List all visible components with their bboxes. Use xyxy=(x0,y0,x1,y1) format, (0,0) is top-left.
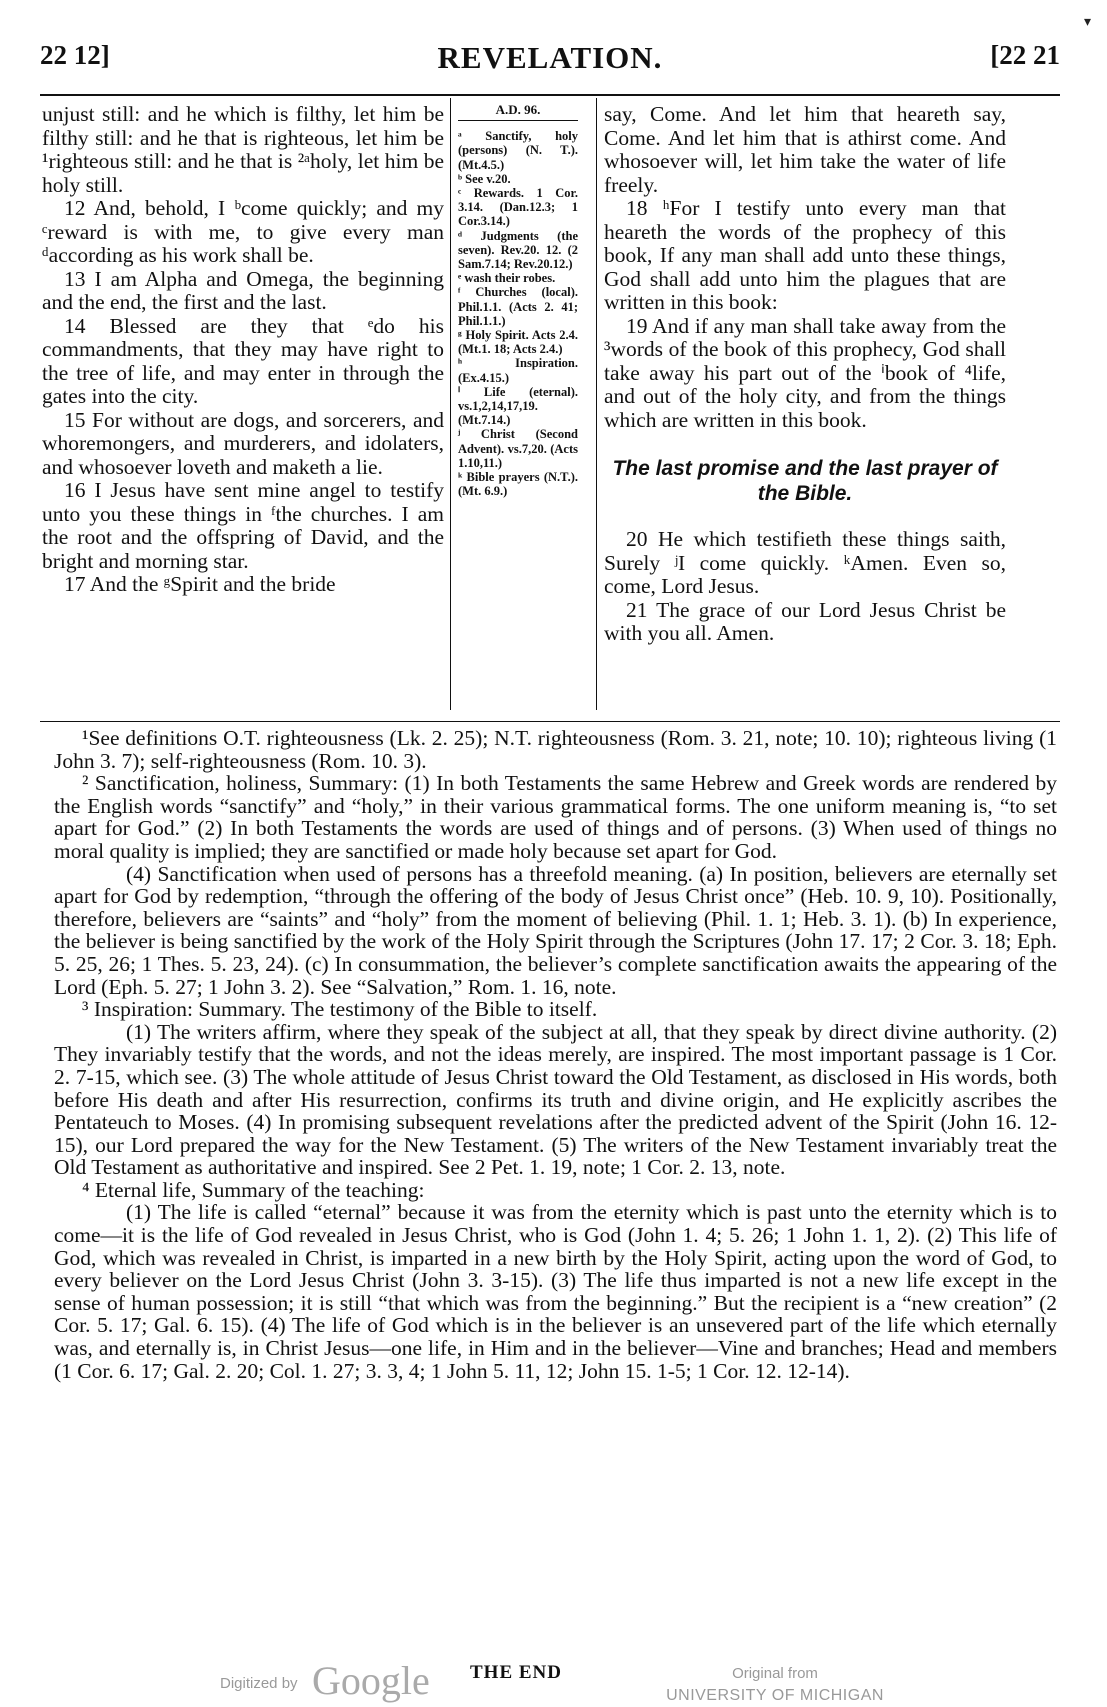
margin-note: ʲ Christ (Second Advent). vs.7,20. (Acts 1.10,11.) xyxy=(458,427,578,470)
verse-21: 21 The grace of our Lord Jesus Christ be with you all. Amen. xyxy=(604,597,1006,645)
margin-references xyxy=(458,103,578,498)
margin-note: ᵍ Holy Spirit. Acts 2.4. (Mt.1. 18; Acts 2.4.) xyxy=(458,328,578,357)
margin-note: ᵇ See v.20. xyxy=(458,171,511,186)
header-rule xyxy=(40,94,1060,96)
verse-text: unjust still: and he which is filthy, let him be filthy still: and he that is righteous, let him be ¹righteous still: and he that is ²ᵃholy, let him be holy still. xyxy=(42,102,444,197)
verse-13: 13 I am Alpha and Omega, the beginning and the end, the first and the last. xyxy=(42,266,444,314)
footnote-3: ³ Inspiration: Summary. The testimony of the Bible to itself. xyxy=(82,997,598,1022)
margin-note: ᶠ Churches (local). Phil.1.1. (Acts 2. 41; Phil.1.1.) xyxy=(458,285,578,328)
digitized-watermark xyxy=(220,1657,480,1701)
verse-15: 15 For without are dogs, and sorcerers, and whoremongers, and murderers, and idolaters, and whosoever loveth and maketh a lie. xyxy=(42,407,444,479)
column-divider-left xyxy=(450,98,451,710)
margin-note: ᵏ Bible prayers (N.T.). (Mt. 6.9.) xyxy=(458,470,578,499)
verse-text: say, Come. And let him that heareth say, Come. And let him that is athirst come. And whosoever will, let him take the water of life freely. xyxy=(604,102,1006,197)
verse-16: 16 I Jesus have sent mine angel to testify unto you these things in ᶠthe churches. I am the root and the offspring of David, and the bright and morning star. xyxy=(42,478,444,573)
margin-note: ⁱ Life (eternal). vs.1,2,14,17,19. (Mt.7.14.) xyxy=(458,384,578,428)
page-title: REVELATION. xyxy=(437,40,663,75)
footnote-3-continued: (1) The writers affirm, where they speak of the subject at all, that they speak by direct divine authority. (2) They invariably testify that the words, and not the ideas merely, are inspired. The most important passage is 1 Cor. 2. 7-15, which see. (3) The whole attitude of Jesus Christ toward the Old Testament, as disclosed in His words, both before His death and after His resurrection, confirms its truth and divine origin, and He explicitly ascribes the Pentateuch to Moses. (4) In promising subsequent revelations after the predicted advent of the Spirit (John 16. 12-15), our Lord prepared the way for the New Testament. (5) The writers of the New Testament invariably treat the Old Testament as authoritative and inspired. See 2 Pet. 1. 19, note; 1 Cor. 2. 13, note. xyxy=(54,1019,1057,1180)
footnote-4: ⁴ Eternal life, Summary of the teaching: xyxy=(82,1177,425,1202)
verse-20: 20 He which testifieth these things saith, Surely ʲI come quickly. ᵏAmen. Even so, come, Lord Jesus. xyxy=(604,527,1006,598)
footnotes xyxy=(54,727,1057,1382)
margin-date: A.D. 96. xyxy=(458,103,578,121)
verse-19: 19 And if any man shall take away from the ³words of the book of this prophecy, God shall take away his part out of the ⁱbook of ⁴life, and out of the holy city, and from the things which are written in this book. xyxy=(604,313,1006,432)
margin-note: ᵈ Judgments (the seven). Rev.20. 12. (2 Sam.7.14; Rev.20.12.) xyxy=(458,228,578,272)
verse-12: 12 And, behold, I ᵇcome quickly; and my ᶜreward is with me, to give every man ᵈaccording as his work shall be. xyxy=(42,196,444,267)
corner-mark: ▾ xyxy=(1083,15,1091,30)
verse-17: 17 And the ᵍSpirit and the bride xyxy=(64,572,336,596)
page-header xyxy=(40,40,1060,84)
header-right-ref: [22 21 xyxy=(990,40,1060,70)
original-from-watermark xyxy=(655,1663,895,1707)
google-logo: Google xyxy=(312,1658,430,1703)
footnote-1: ¹See definitions O.T. righteousness (Lk. 2. 25); N.T. righteousness (Rom. 3. 21, note; 10. 10); righteous living (1 John 3. 7); self-righteousness (Rom. 10. 3). xyxy=(54,726,1057,773)
left-column xyxy=(42,103,444,597)
digitized-by-label: Digitized by xyxy=(220,1675,298,1692)
margin-note: ᶜ Rewards. 1 Cor. 3.14. (Dan.12.3; 1 Cor.3.14.) xyxy=(458,186,578,229)
margin-note: ᵃ Sanctify, holy (persons) (N. T.). (Mt.4.5.) xyxy=(458,129,578,172)
column-divider-right xyxy=(596,98,597,710)
verse-14: 14 Blessed are they that ᵉdo his commandments, that they may have right to the tree of life, and may enter in through the gates into the city. xyxy=(42,313,444,408)
footnote-2-continued: (4) Sanctification when used of persons has a threefold meaning. (a) In position, believers are eternally set apart for God by redemption, “through the offering of the body of Jesus Christ once” (Heb. 10. 9, 10). Positionally, therefore, believers are “saints” and “holy” from the moment of believing (Phil. 1. 1; Heb. 3. 1). (b) In experience, the believer is being sanctified by the work of the Holy Spirit through the Scriptures (John 17. 17; 2 Cor. 3. 18; Eph. 5. 25, 26; 1 Thes. 5. 23, 24). (c) In consummation, the believer’s complete sanctification awaits the appearing of the Lord (Eph. 5. 27; 1 John 3. 2). See “Salvation,” Rom. 1. 16, note. xyxy=(54,861,1057,999)
header-left-ref: 22 12] xyxy=(40,40,110,70)
footnote-4-continued: (1) The life is called “eternal” because it was from the eternity which is past unto the eternity which is to come—it is the life of God revealed in Jesus Christ, who is God (John 1. 4; 5. 26; 1 John 1. 1, 2). (2) This life of God, which was revealed in Christ, is imparted in a new birth by the Holy Spirit, acting upon the word of God, to every believer on the Lord Jesus Christ (John 3. 3-15). (3) The life thus imparted is not a new life except in the sense of human possession; it is still “that which was from the beginning.” But the recipient is a “new creation” (2 Cor. 5. 17; Gal. 6. 15). (4) The life of God which is in the believer is an unsevered part of the life which eternally was, and eternally is, in Christ Jesus—one life, in Him and in the believer—Vine and branches; Head and members (1 Cor. 6. 17; Gal. 2. 20; Col. 1. 27; 3. 3, 4; 1 John 5. 11, 12; John 15. 1-5; 1 Cor. 12. 12-14). xyxy=(54,1200,1057,1383)
margin-note: ʰ Inspiration. (Ex.4.15.) xyxy=(458,356,578,385)
right-column xyxy=(604,103,1006,646)
original-from-label: Original from xyxy=(732,1665,818,1682)
university-label: UNIVERSITY OF MICHIGAN xyxy=(666,1687,884,1704)
verse-18: 18 ʰFor I testify unto every man that heareth the words of the prophecy of this book, If any man shall add unto these things, God shall add unto him the plagues that are written in this book: xyxy=(604,196,1006,314)
footnote-rule xyxy=(40,721,1060,722)
margin-note: ᵉ wash their robes. xyxy=(458,271,556,286)
section-heading: The last promise and the last prayer of the Bible. xyxy=(612,457,998,505)
footnote-2: ² Sanctification, holiness, Summary: (1) In both Testaments the same Hebrew and Greek words are rendered by the English words “sanctify” and “holy,” in their various grammatical forms. The one uniform meaning is, “to set apart for God.” (2) In both Testaments the words are used of things and of persons. (3) When used of things no moral quality is implied; they are sanctified or made holy because set apart for God. xyxy=(54,771,1057,863)
the-end-label: THE END xyxy=(470,1662,562,1683)
